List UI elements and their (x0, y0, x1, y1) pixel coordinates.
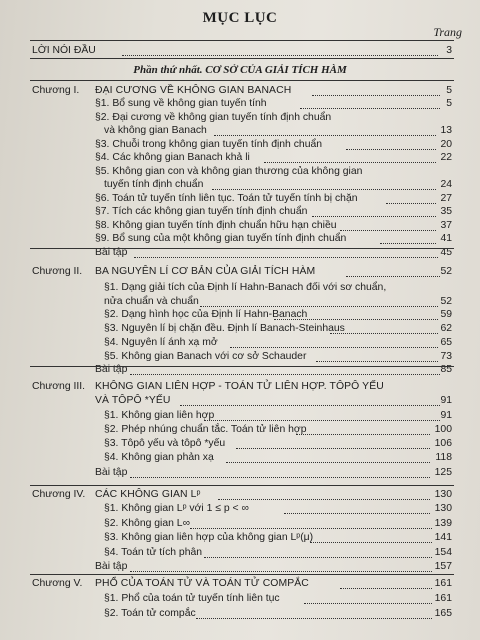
toc-entry-text: §2. Đại cương về không gian tuyến tính định chuẩn (95, 112, 332, 123)
toc-page-number: 73 (440, 351, 452, 362)
toc-page-number: 52 (440, 296, 452, 307)
toc-entry-text: §3. Chuỗi trong không gian tuyến tính định chuẩn (95, 139, 323, 150)
toc-entry-text: §1. Bổ sung về không gian tuyến tính (95, 98, 267, 109)
toc-page-number: 59 (440, 309, 452, 320)
toc-row (0, 281, 480, 295)
toc-entry-text: §3. Không gian liên hợp của không gian Lᵖ(μ) (104, 532, 314, 543)
toc-entry-text: §1. Không gian liên hợp (104, 410, 215, 421)
toc-entry-text: CÁC KHÔNG GIAN Lᵖ (95, 489, 201, 500)
toc-page-number: 27 (440, 193, 452, 204)
page-title: MỤC LỤC (202, 10, 278, 26)
dot-leader (122, 45, 438, 56)
toc-row (0, 219, 480, 233)
dot-leader (296, 424, 430, 435)
divider (30, 40, 454, 41)
toc-entry-text: Bài tập (95, 364, 128, 375)
toc-entry-text: Bài tập (95, 247, 128, 258)
dot-leader (180, 395, 440, 406)
toc-page-number: 13 (440, 125, 452, 136)
toc-page-number: 154 (434, 547, 452, 558)
toc-row (0, 451, 480, 465)
toc-page-number: 24 (440, 179, 452, 190)
toc-entry-text: §7. Tích các không gian tuyến tính định chuẩn (95, 206, 308, 217)
divider (30, 485, 454, 486)
toc-row (0, 437, 480, 451)
toc-page-number: 130 (434, 489, 452, 500)
toc-row (0, 97, 480, 111)
toc-page-number: 139 (434, 518, 452, 529)
toc-row (0, 394, 480, 408)
toc-row (0, 295, 480, 309)
toc-page-number: 45 (440, 247, 452, 258)
toc-page-number: 3 (446, 45, 452, 56)
dot-leader (264, 152, 436, 163)
dot-leader (214, 125, 436, 136)
toc-page-number: 22 (440, 152, 452, 163)
toc-entry-text: §5. Không gian con và không gian thương của không gian (95, 166, 363, 177)
toc-row (0, 165, 480, 179)
toc-row (0, 380, 480, 394)
dot-leader (190, 518, 432, 529)
toc-entry-text: §1. Phổ của toán tử tuyến tính liên tục (104, 593, 280, 604)
toc-row (0, 138, 480, 152)
toc-page-number: 65 (440, 337, 452, 348)
toc-row (0, 577, 480, 591)
toc-page-number: 165 (434, 608, 452, 619)
toc-entry-text: §4. Nguyên lí ánh xạ mở (104, 337, 218, 348)
toc-entry-text: §3. Nguyên lí bị chặn đều. Định lí Banach-Steinhaus (104, 323, 345, 334)
toc-row (0, 192, 480, 206)
toc-entry-text: §4. Các không gian Banach khả li (95, 152, 250, 163)
toc-page-number: 118 (435, 452, 452, 463)
toc-row (0, 178, 480, 192)
toc-page-number: 37 (440, 220, 452, 231)
page-column-header: Trang (433, 25, 462, 39)
toc-entry-text: BA NGUYÊN LÍ CƠ BẢN CỦA GIẢI TÍCH HÀM (95, 266, 316, 277)
toc-entry-text: §9. Bổ sung của một không gian tuyến tính định chuẩn (95, 233, 347, 244)
chapter-label: Chương IV. (32, 489, 86, 500)
toc-page-number: 5 (446, 98, 452, 109)
toc-entry-text: §5. Không gian Banach với cơ sở Schauder (104, 351, 307, 362)
toc-row (0, 322, 480, 336)
divider (30, 574, 454, 575)
toc-entry-text: §8. Không gian tuyến tính định chuẩn hữu hạn chiều (95, 220, 337, 231)
toc-page-number: 62 (440, 323, 452, 334)
toc-page-number: 125 (434, 467, 452, 478)
toc-row (0, 531, 480, 545)
toc-entry-text: §1. Dạng giải tích của Định lí Hahn-Banach đối với sơ chuẩn, (104, 282, 387, 293)
toc-page-number: 91 (440, 410, 452, 421)
toc-page-number: 141 (434, 532, 452, 543)
part-title: Phần thứ nhất. CƠ SỞ CỦA GIẢI TÍCH HÀM (133, 64, 347, 76)
dot-leader (204, 410, 440, 421)
toc-entry-text: KHÔNG GIAN LIÊN HỢP - TOÁN TỬ LIÊN HỢP. TÔPÔ YẾU (95, 381, 384, 392)
toc-entry-text: LỜI NÓI ĐẦU (32, 45, 96, 56)
toc-page-number: 100 (434, 424, 452, 435)
toc-entry-text: §4. Không gian phản xạ (104, 452, 214, 463)
toc-row (0, 336, 480, 350)
dot-leader (204, 547, 432, 558)
toc-page-number: 20 (440, 139, 452, 150)
toc-row (0, 502, 480, 516)
dot-leader (212, 179, 436, 190)
toc-entry-text: VÀ TÔPÔ *YẾU (95, 395, 171, 406)
toc-entry-text: PHỔ CỦA TOÁN TỬ VÀ TOÁN TỬ COMPẮC (95, 578, 309, 589)
toc-entry-text: §2. Dạng hình học của Định lí Hahn-Banach (104, 309, 308, 320)
chapter-label: Chương III. (32, 381, 86, 392)
toc-row (0, 546, 480, 560)
toc-page-number: 161 (434, 593, 452, 604)
toc-entry-text: ĐẠI CƯƠNG VỀ KHÔNG GIAN BANACH (95, 85, 292, 96)
dot-leader (284, 503, 430, 514)
dot-leader (230, 337, 438, 348)
toc-entry-text: và không gian Banach (104, 125, 207, 136)
toc-row (0, 517, 480, 531)
toc-page-number: 85 (440, 364, 452, 375)
toc-entry-text: §2. Toán tử compắc (104, 608, 196, 619)
toc-row (0, 84, 480, 98)
toc-entry-text: Bài tập (95, 467, 128, 478)
toc-entry-text: tuyến tính định chuẩn (104, 179, 204, 190)
toc-page-number: 5 (446, 85, 452, 96)
dot-leader (130, 467, 430, 478)
dot-leader (226, 452, 430, 463)
toc-entry-text: §2. Không gian L∞ (104, 518, 190, 529)
toc-entry-text: §3. Tôpô yếu và tôpô *yếu (104, 438, 226, 449)
toc-page-number: 106 (434, 438, 452, 449)
dot-leader (130, 561, 432, 572)
toc-row (0, 44, 480, 58)
toc-row (0, 409, 480, 423)
toc-row (0, 592, 480, 606)
divider (30, 80, 454, 81)
toc-entry-text: nửa chuẩn và chuẩn (104, 296, 199, 307)
toc-page-number: 157 (434, 561, 452, 572)
toc-row (0, 423, 480, 437)
chapter-label: Chương I. (32, 85, 80, 96)
chapter-label: Chương II. (32, 266, 83, 277)
toc-entry-text: §4. Toán tử tích phân (104, 547, 203, 558)
toc-row (0, 124, 480, 138)
toc-page-number: 35 (440, 206, 452, 217)
toc-row (0, 205, 480, 219)
toc-row (0, 350, 480, 364)
toc-row (0, 607, 480, 621)
toc-page-number: 52 (440, 266, 452, 277)
toc-row (0, 265, 480, 279)
dot-leader (196, 608, 432, 619)
toc-row (0, 560, 480, 574)
dot-leader (236, 438, 430, 449)
divider (30, 248, 454, 249)
toc-entry-text: Bài tập (95, 561, 128, 572)
toc-page-number: 91 (440, 395, 452, 406)
toc-page-number: 130 (434, 503, 452, 514)
divider (30, 366, 454, 367)
chapter-label: Chương V. (32, 578, 83, 589)
dot-leader (218, 489, 430, 500)
toc-row (0, 488, 480, 502)
toc-page-number: 41 (440, 233, 452, 244)
toc-entry-text: §6. Toán tử tuyến tính liên tục. Toán tử tuyến tính bị chặn (95, 193, 358, 204)
toc-page-number: 161 (434, 578, 452, 589)
toc-row (0, 111, 480, 125)
toc-entry-text: §1. Không gian Lᵖ với 1 ≤ p < ∞ (104, 503, 249, 514)
toc-entry-text: §2. Phép nhúng chuẩn tắc. Toán tử liên hợp (104, 424, 307, 435)
dot-leader (200, 296, 438, 307)
divider (30, 58, 454, 59)
toc-row (0, 151, 480, 165)
toc-row (0, 466, 480, 480)
toc-row (0, 232, 480, 246)
toc-row (0, 308, 480, 322)
